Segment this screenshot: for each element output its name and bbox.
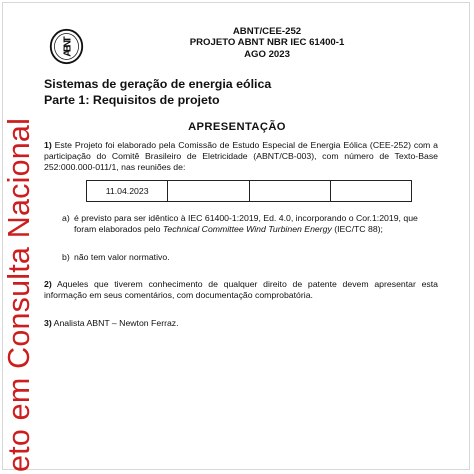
title-line-1: Sistemas de geração de energia eólica (44, 77, 272, 91)
list-item-b-marker: b) (62, 252, 70, 262)
meeting-date-cell (330, 181, 411, 202)
document-header (100, 26, 434, 60)
consulta-nacional-watermark: eto em Consulta Nacional (2, 117, 36, 472)
meeting-dates-table (86, 180, 412, 202)
paragraph-2 (44, 279, 438, 301)
paragraph-3 (44, 318, 438, 329)
list-item-a-text: é previsto para ser idêntico à IEC 61400-1:2019, Ed. 4.0, incorporando o Cor.1:2019, que foram elaborados pelo (74, 213, 418, 235)
svg-text:ABNT: ABNT (62, 36, 74, 57)
committee-code: ABNT/CEE-252 (232, 26, 302, 37)
title-line-2: Parte 1: Requisitos de projeto (44, 92, 220, 107)
document-title (44, 77, 271, 108)
paragraph-3-number: 3) (44, 318, 52, 328)
paragraph-1-text: Este Projeto foi elaborado pela Comissão de Estudo Especial de Energia Eólica (CEE-252) com a participação do Comitê Brasileiro de Eletricidade (ABNT/CB-003), com número de Texto-Base 252:000.000-011/1, nas reuniões de: (44, 140, 438, 173)
project-code: PROJETO ABNT NBR IEC 61400-1 (189, 37, 345, 49)
meeting-date-cell (168, 181, 249, 202)
paragraph-1-number: 1) (44, 140, 52, 150)
list-item-b (62, 252, 438, 263)
meeting-dates-row (87, 181, 412, 202)
project-date: AGO 2023 (244, 48, 290, 60)
paragraph-2-number: 2) (44, 279, 52, 289)
meeting-date-cell: 11.04.2023 (87, 181, 168, 202)
list-item-a-content (74, 213, 438, 235)
meeting-date-cell (249, 181, 330, 202)
paragraph-1 (44, 140, 438, 174)
list-item-a-tail: (IEC/TC 88); (331, 224, 383, 235)
section-title: APRESENTAÇÃO (188, 121, 286, 133)
paragraph-2-text: Aqueles que tiverem conhecimento de qualquer direito de patente devem apresentar esta informação em seus comentários, com documentação comprobatória. (44, 279, 438, 301)
paragraph-3-text: Analista ABNT – Newton Ferraz. (51, 318, 179, 328)
list-item-b-text: não tem valor normativo. (74, 252, 170, 262)
list-item-a (62, 213, 438, 235)
page-frame (2, 2, 470, 470)
list-item-a-marker: a) (62, 213, 70, 223)
list-item-a-committee: Technical Committee Wind Turbinen Energy (162, 224, 332, 235)
abnt-logo (48, 28, 85, 65)
